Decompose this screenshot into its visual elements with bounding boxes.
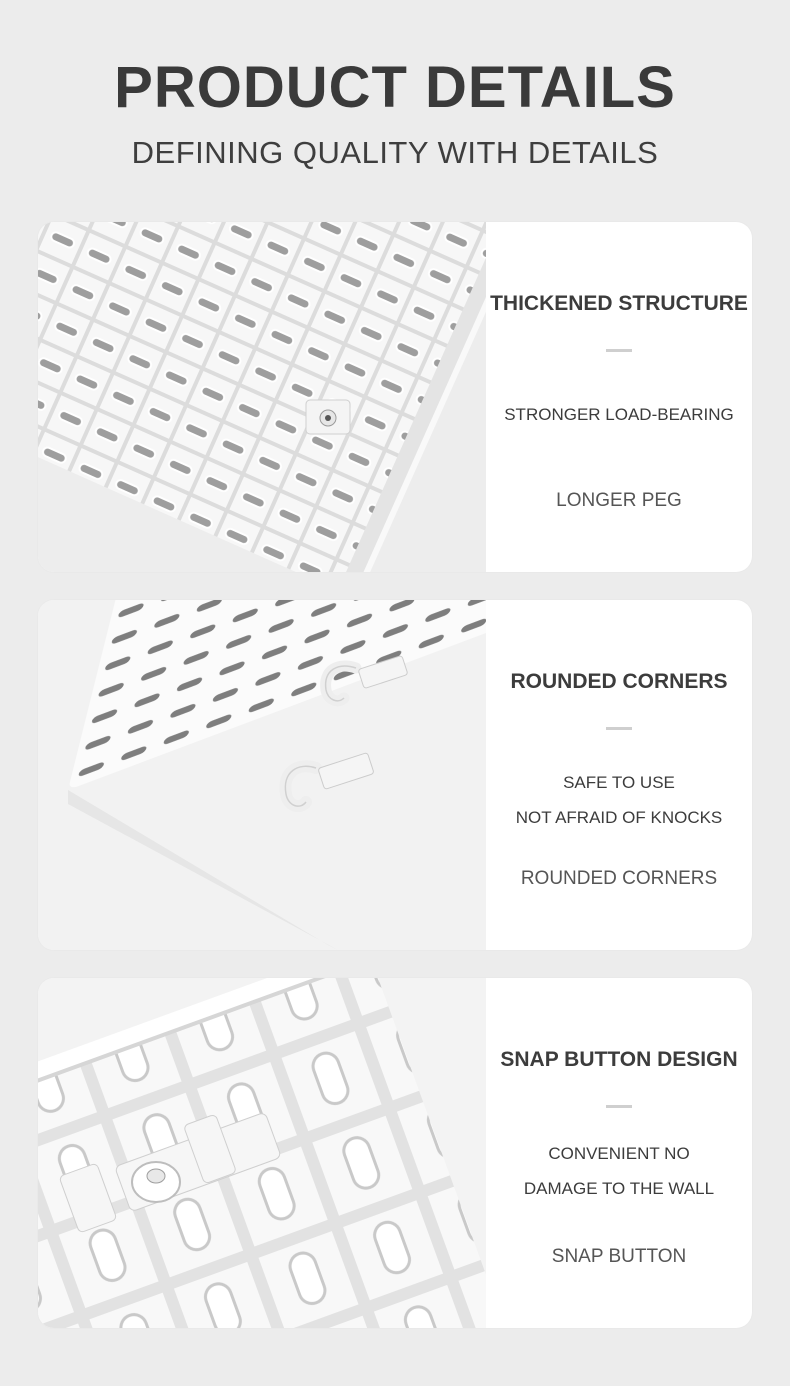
feature-heading: THICKENED STRUCTURE [490, 292, 748, 315]
page-header [0, 0, 790, 200]
feature-heading: SNAP BUTTON DESIGN [500, 1048, 738, 1071]
feature-description-line: CONVENIENT NO [548, 1144, 690, 1163]
feature-card-text [486, 222, 752, 572]
feature-heading: ROUNDED CORNERS [510, 670, 728, 693]
page-subtitle: DEFINING QUALITY WITH DETAILS [131, 135, 659, 170]
divider [606, 349, 632, 352]
feature-card-rounded-corners [38, 600, 752, 950]
divider [606, 727, 632, 730]
feature-card-snap-button-design [38, 978, 752, 1328]
feature-description-line: DAMAGE TO THE WALL [523, 1179, 715, 1198]
feature-description-line: STRONGER LOAD-BEARING [504, 405, 734, 424]
feature-card-thickened-structure [38, 222, 752, 572]
feature-description-line: NOT AFRAID OF KNOCKS [515, 808, 723, 827]
snap-button-icon [306, 400, 350, 434]
pegboard-back-grid-image [38, 222, 486, 572]
page-title: PRODUCT DETAILS [114, 55, 676, 120]
feature-card-text [486, 600, 752, 950]
snap-button-closeup-image [38, 978, 486, 1328]
feature-label: ROUNDED CORNERS [520, 868, 718, 889]
pegboard-corner-hooks-image [38, 600, 486, 950]
feature-card-text [486, 978, 752, 1328]
feature-label: LONGER PEG [556, 490, 682, 511]
divider [606, 1105, 632, 1108]
feature-description-line: SAFE TO USE [563, 773, 675, 792]
feature-label: SNAP BUTTON [551, 1246, 687, 1267]
